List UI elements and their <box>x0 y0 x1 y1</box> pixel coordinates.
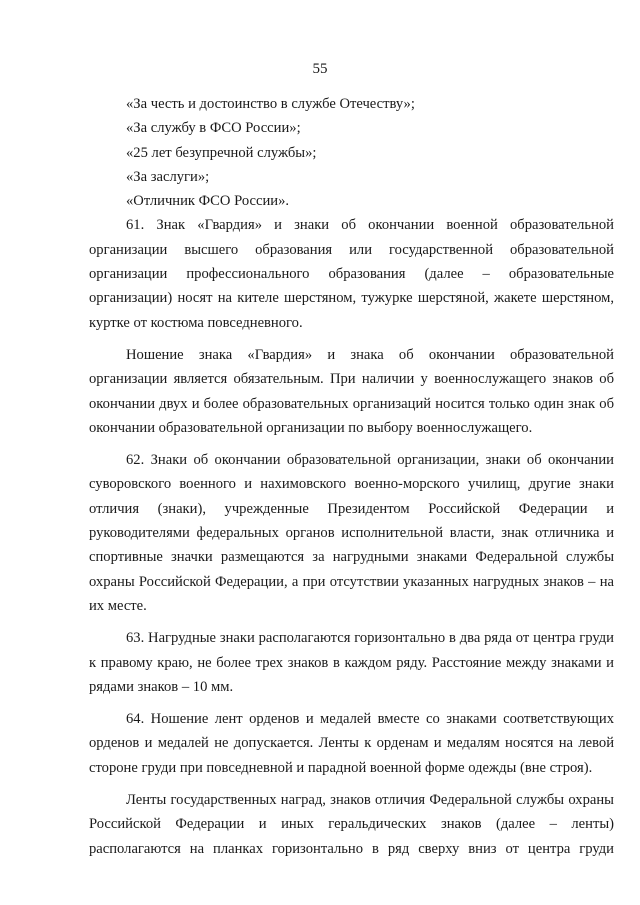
document-body <box>89 92 614 861</box>
award-list-item: «За заслуги»; <box>126 168 210 185</box>
award-list-item: «Отличник ФСО России». <box>126 193 290 210</box>
page-number: 55 <box>312 61 328 77</box>
paragraph-64-continuation: Ленты государственных наград, знаков отличия Федеральной службы охраны Российской Федерации и иных геральдических знаков (далее – ленты) располагаются на планках горизонтально в ряд сверху вниз от центра груди <box>89 792 614 857</box>
paragraph-62: 62. Знаки об окончании образовательной организации, знаки об окончании суворовского военного и нахимовского военно-морского училищ, другие знаки отличия (знаки), учрежденные Президентом Российской Федерации и руководителями федеральных органов исполнительной власти, знак отличника и спортивные значки размещаются за нагрудными знаками Федеральной службы охраны Российской Федерации, а при отсутствии указанных нагрудных знаков – на их месте. <box>89 452 614 614</box>
award-list-item: «За службу в ФСО России»; <box>126 120 301 137</box>
award-list-item: «За честь и достоинство в службе Отечеству»; <box>126 96 415 112</box>
paragraph-64: 64. Ношение лент орденов и медалей вместе со знаками соответствующих орденов и медалей не допускается. Ленты к орденам и медалям носятся на левой стороне груди при повседневной и парадной военной форме одежды (вне строя). <box>89 711 614 776</box>
award-list-item: «25 лет безупречной службы»; <box>126 144 317 161</box>
paragraph-61-continuation: Ношение знака «Гвардия» и знака об окончании образовательной организации является обязательным. При наличии у военнослужащего знаков об окончании двух и более образовательных организаций носится только один знак об окончании образовательной организации по выбору военнослужащего. <box>89 346 614 436</box>
paragraph-61: 61. Знак «Гвардия» и знаки об окончании военной образовательной организации высшего образования или государственной образовательной организации профессионального образования (далее – образовательные организации) носят на кителе шерстяном, тужурке шерстяной, жакете шерстяном, куртке от костюма повседневного. <box>89 217 614 331</box>
paragraph-63: 63. Нагрудные знаки располагаются горизонтально в два ряда от центра груди к правому краю, не более трех знаков в каждом ряду. Расстояние между знаками и рядами знаков – 10 мм. <box>89 630 614 695</box>
